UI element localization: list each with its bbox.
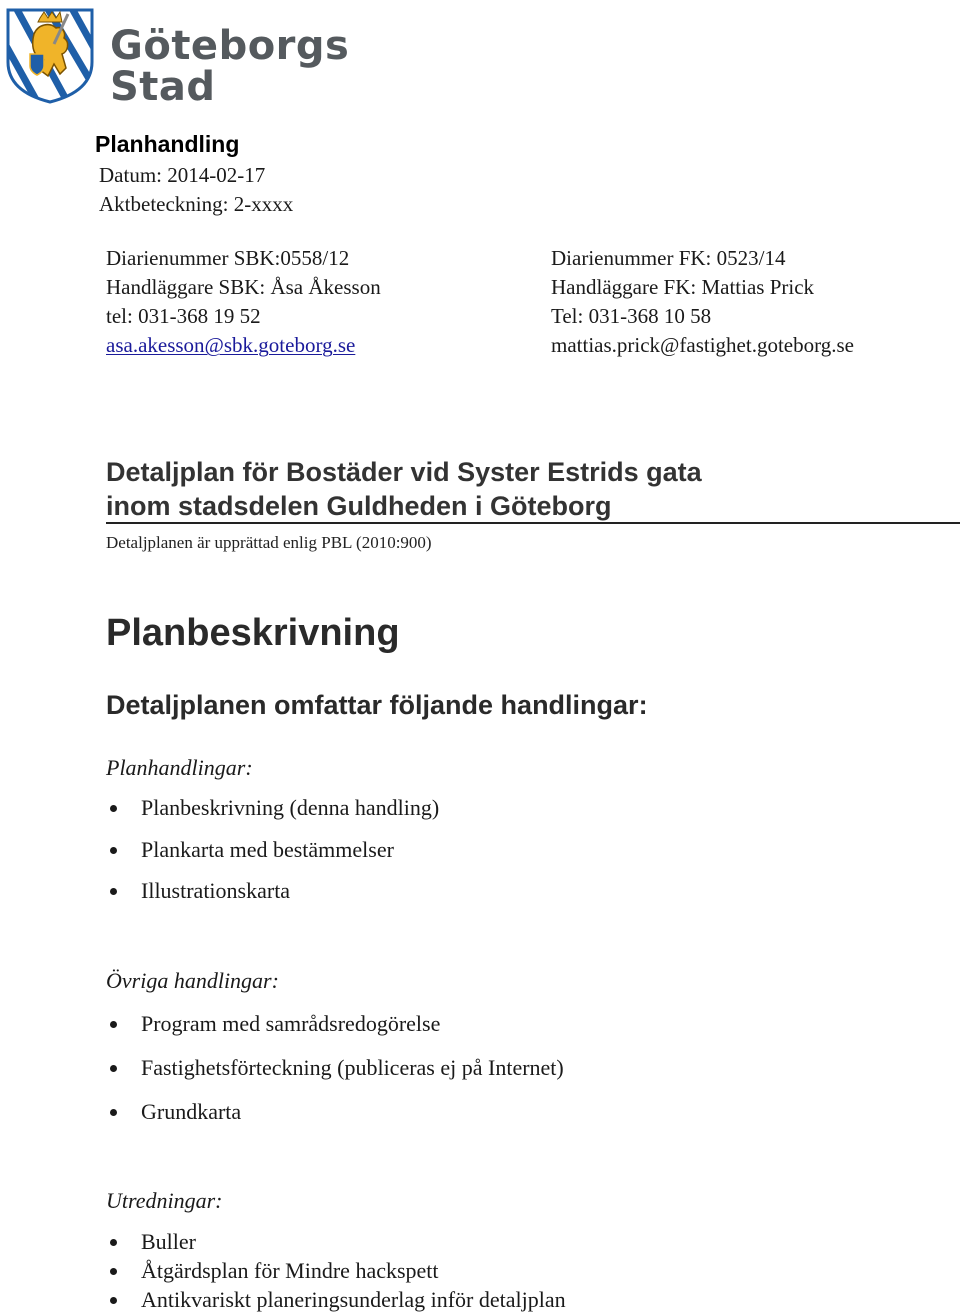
bullet-icon [110,1268,117,1275]
bullet-icon [110,1109,117,1116]
sbk-diary-number: Diarienummer SBK:0558/12 [106,246,350,270]
fk-case-officer: Handläggare FK: Mattias Prick [551,275,815,299]
section-label: Utredningar: [106,1188,223,1213]
list-item: Program med samrådsredogörelse [141,1011,441,1036]
city-emblem-icon [4,4,96,104]
plan-subtitle: Detaljplanen är upprättad enlig PBL (2010:900) [106,533,432,552]
bullet-icon [110,1239,117,1246]
list-item: Illustrationskarta [141,878,291,903]
fk-diary-number: Diarienummer FK: 0523/14 [551,246,786,270]
logo-city-name: Göteborgs [110,23,350,69]
fk-email: mattias.prick@fastighet.goteborg.se [551,333,854,357]
list-item: Åtgärdsplan för Mindre hackspett [141,1258,439,1283]
bullet-icon [110,1065,117,1072]
sbk-case-officer: Handläggare SBK: Åsa Åkesson [106,275,381,299]
documents-subheading: Detaljplanen omfattar följande handlingar: [106,690,648,720]
bullet-icon [110,1021,117,1028]
bullet-icon [110,888,117,895]
section-label: Övriga handlingar: [106,968,279,993]
goteborgs-stad-logo [4,4,350,110]
plan-title-line-2: inom stadsdelen Guldheden i Göteborg [106,491,612,521]
list-item: Plankarta med bestämmelser [141,837,394,862]
list-item: Fastighetsförteckning (publiceras ej på Internet) [141,1055,564,1080]
document-reference: Aktbeteckning: 2-xxxx [99,192,294,216]
list-item: Planbeskrivning (denna handling) [141,795,440,820]
fk-phone: Tel: 031-368 10 58 [551,304,712,328]
bullet-icon [110,847,117,854]
sbk-email-link[interactable]: asa.akesson@sbk.goteborg.se [106,333,356,357]
title-divider [106,522,960,524]
document-type-label: Planhandling [95,131,240,157]
page-heading: Planbeskrivning [106,612,400,654]
section-label: Planhandlingar: [106,755,253,780]
list-item: Grundkarta [141,1099,242,1124]
list-item: Buller [141,1229,196,1254]
list-item: Antikvariskt planeringsunderlag inför detaljplan [141,1287,566,1312]
document-date: Datum: 2014-02-17 [99,163,266,187]
sbk-phone: tel: 031-368 19 52 [106,304,261,328]
bullet-icon [110,1297,117,1304]
bullet-icon [110,805,117,812]
plan-title-line-1: Detaljplan för Bostäder vid Syster Estrids gata [106,457,702,487]
logo-city-suffix: Stad [110,64,216,110]
